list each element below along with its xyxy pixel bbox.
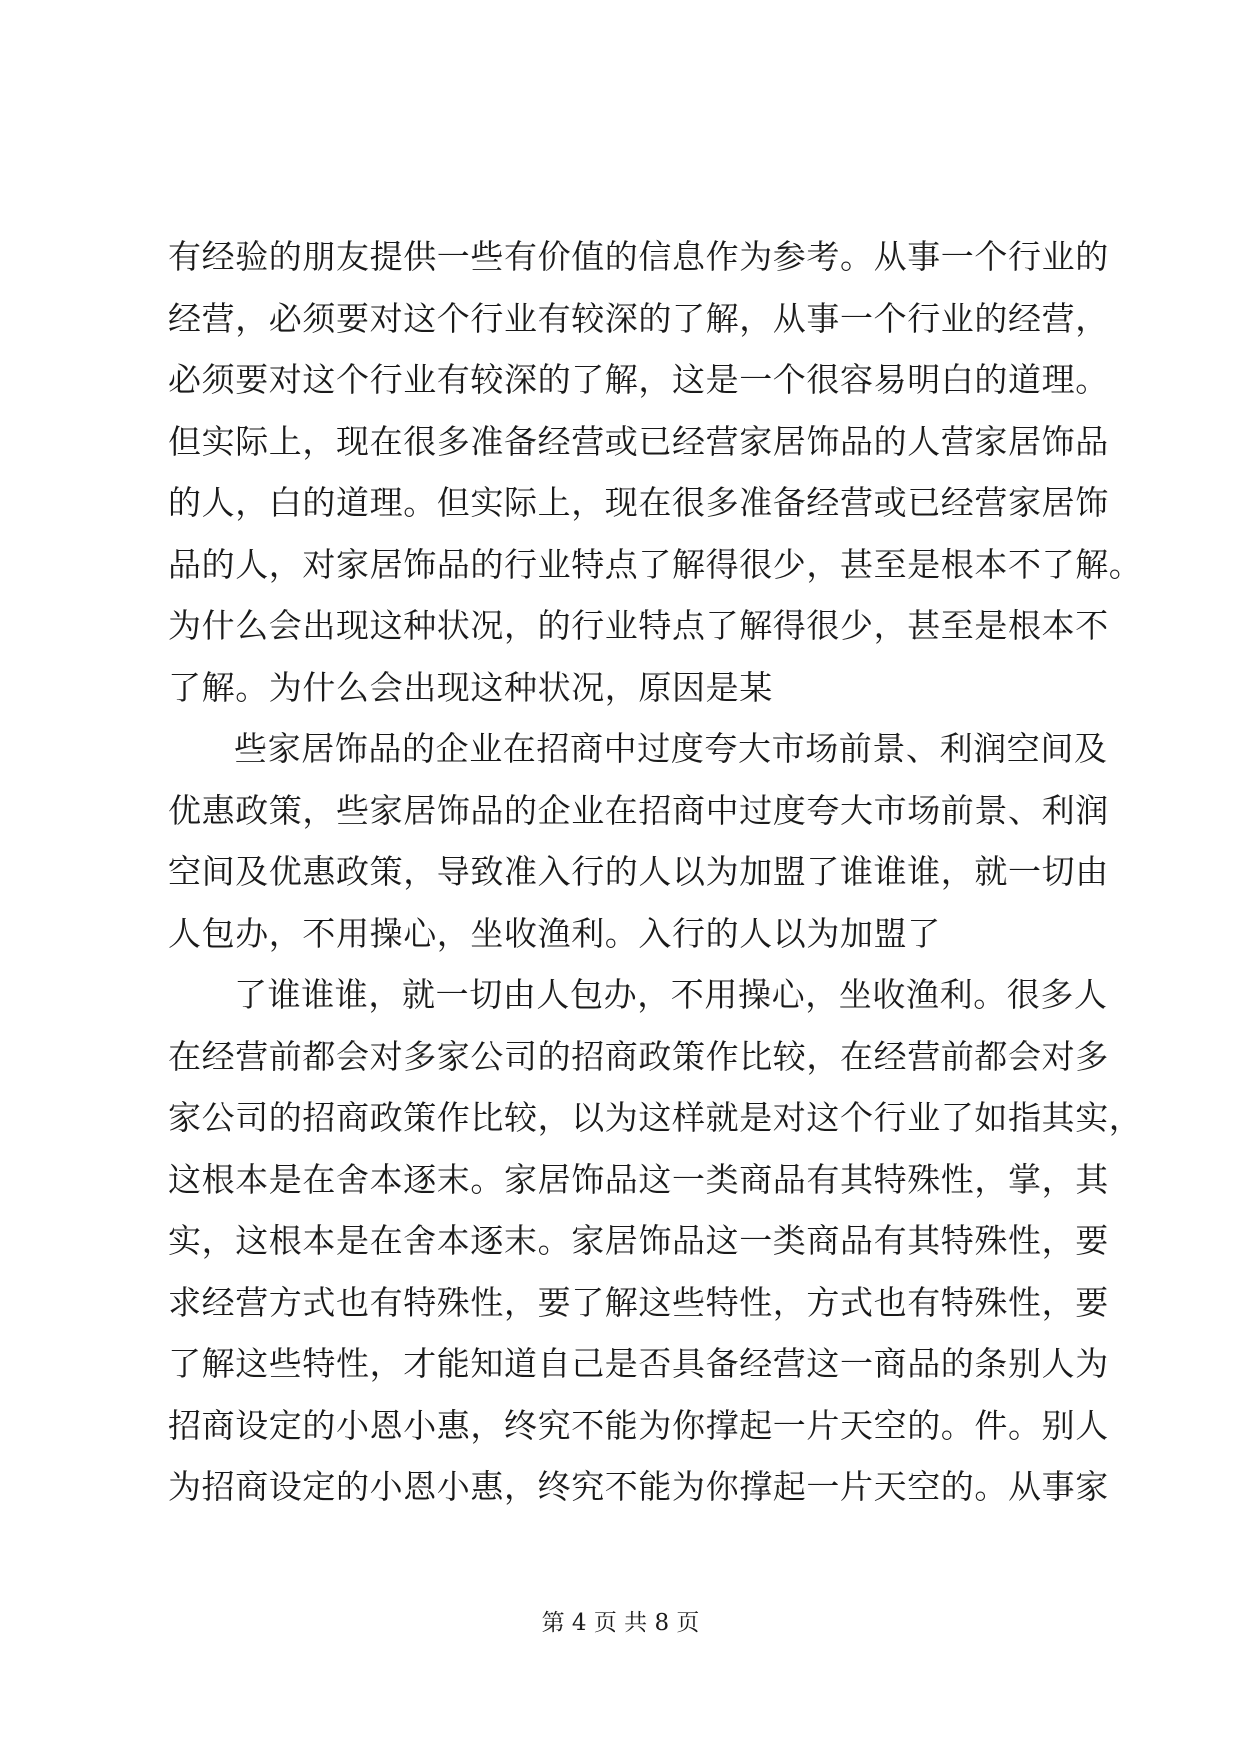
text-line: 些家居饰品的企业在招商中过度夸大市场前景、利润空间及: [234, 729, 1108, 768]
text-line: 实，这根本是在舍本逐末。家居饰品这一类商品有其特殊性，要: [168, 1221, 1109, 1260]
text-line: 这根本是在舍本逐末。家居饰品这一类商品有其特殊性，掌，其: [168, 1159, 1109, 1199]
text-line: 家公司的招商政策作比较，以为这样就是对这个行业了如指其实，: [168, 1098, 1143, 1137]
text-line: 必须要对这个行业有较深的了解，这是一个很容易明白的道理。: [168, 360, 1109, 399]
text-line: 求经营方式也有特殊性，要了解这些特性，方式也有特殊性，要: [168, 1282, 1109, 1322]
text-line: 品的人，对家居饰品的行业特点了解得很少，甚至是根本不了解。: [168, 544, 1143, 584]
text-line: 经营，必须要对这个行业有较深的了解，从事一个行业的经营，: [168, 298, 1109, 338]
text-line: 有经验的朋友提供一些有价值的信息作为参考。从事一个行业的: [168, 237, 1109, 276]
text-line: 的人，白的道理。但实际上，现在很多准备经营或已经营家居饰: [168, 483, 1109, 522]
text-line: 为招商设定的小恩小惠，终究不能为你撑起一片天空的。从事家: [168, 1467, 1109, 1506]
text-line: 在经营前都会对多家公司的招商政策作比较，在经营前都会对多: [168, 1036, 1109, 1076]
text-line: 了解这些特性，才能知道自己是否具备经营这一商品的条别人为: [168, 1344, 1109, 1383]
text-line: 人包办，不用操心，坐收渔利。入行的人以为加盟了: [168, 913, 941, 953]
text-line: 了解。为什么会出现这种状况，原因是某: [168, 667, 773, 707]
text-line: 空间及优惠政策，导致准入行的人以为加盟了谁谁谁，就一切由: [168, 852, 1109, 891]
text-line: 优惠政策，些家居饰品的企业在招商中过度夸大市场前景、利润: [168, 790, 1109, 830]
text-line: 招商设定的小恩小惠，终究不能为你撑起一片天空的。件。别人: [168, 1405, 1109, 1445]
text-line: 了谁谁谁，就一切由人包办，不用操心，坐收渔利。很多人: [234, 975, 1108, 1014]
body-text: [168, 226, 1143, 1518]
text-line: 为什么会出现这种状况，的行业特点了解得很少，甚至是根本不: [168, 606, 1109, 645]
page-number: 第 4 页 共 8 页: [541, 1610, 700, 1636]
text-line: 但实际上，现在很多准备经营或已经营家居饰品的人营家居饰品: [168, 421, 1109, 461]
